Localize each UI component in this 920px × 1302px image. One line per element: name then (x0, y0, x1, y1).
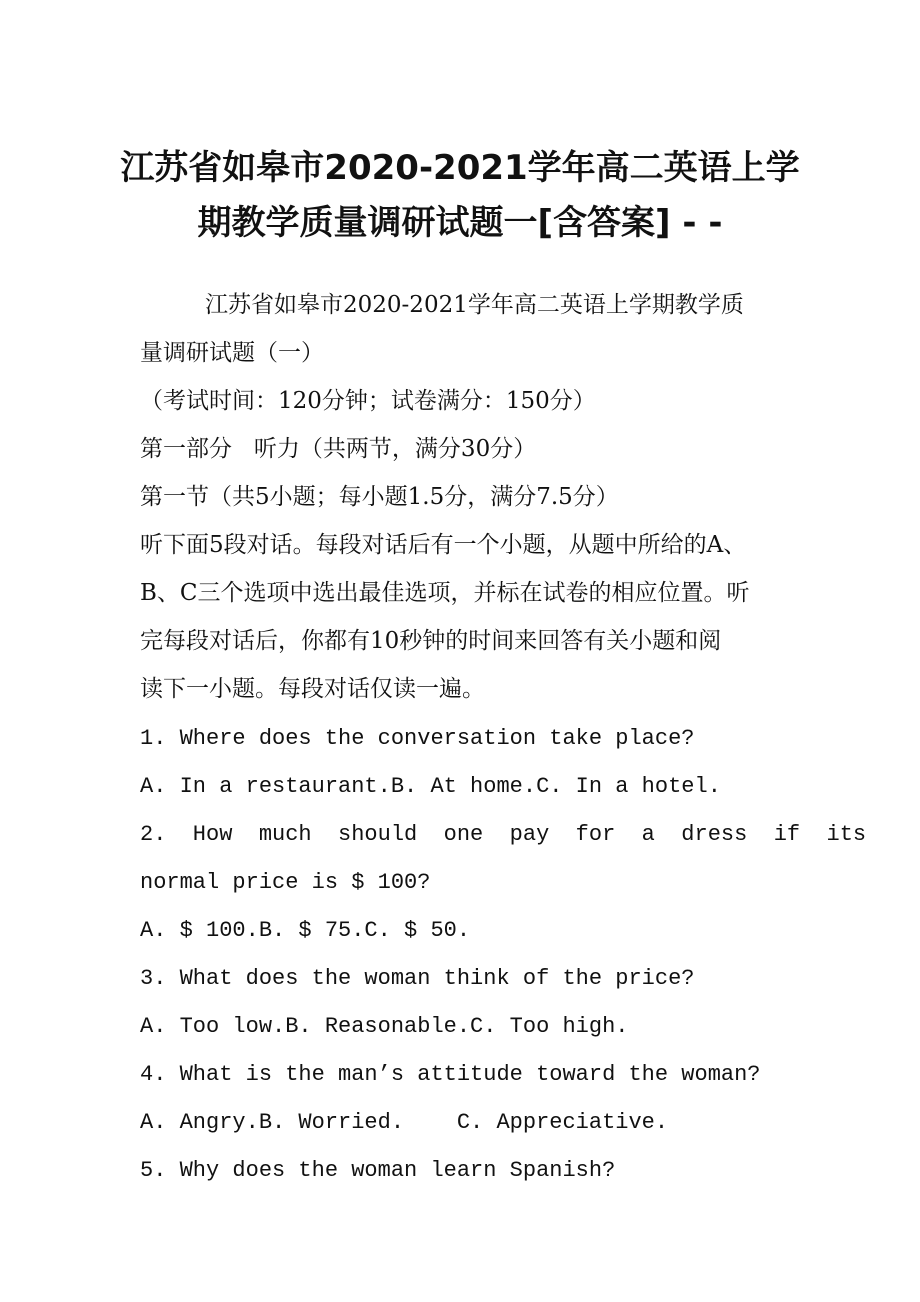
question-1: 1. Where does the conversation take place? (140, 726, 695, 751)
document-title-line-1: 江苏省如皋市2020-2021学年高二英语上学 (120, 148, 800, 188)
question-3: 3. What does the woman think of the price? (140, 966, 695, 991)
question-4-options: A. Angry.B. Worried. C. Appreciative. (140, 1110, 669, 1135)
question-5: 5. Why does the woman learn Spanish? (140, 1158, 616, 1183)
question-4: 4. What is the man’s attitude toward the woman? (140, 1062, 761, 1087)
question-1-options: A. In a restaurant.B. At home.C. In a hotel. (140, 774, 721, 799)
instruction-line: 完每段对话后，你都有10秒钟的时间来回答有关小题和阅 (140, 628, 722, 654)
question-3-options: A. Too low.B. Reasonable.C. Too high. (140, 1014, 629, 1039)
exam-info-line: （考试时间：120分钟；试卷满分：150分） (140, 388, 596, 414)
document-title-line-2: 期教学质量调研试题一[含答案] - - (197, 203, 723, 243)
paragraph-line: 量调研试题（一） (140, 340, 324, 366)
subsection-heading: 第一节（共5小题；每小题1.5分，满分7.5分） (140, 484, 619, 510)
question-2: 2. How much should one pay for a dress if its (140, 822, 867, 847)
question-2-continued: normal price is $ 100? (140, 870, 431, 895)
instruction-line: 听下面5段对话。每段对话后有一个小题，从题中所给的A、 (140, 532, 747, 558)
instruction-line: 读下一小题。每段对话仅读一遍。 (140, 676, 485, 702)
section-heading: 第一部分 听力（共两节，满分30分） (140, 436, 537, 462)
instruction-line: B、C三个选项中选出最佳选项，并标在试卷的相应位置。听 (140, 580, 750, 606)
question-2-options: A. $ 100.B. $ 75.C. $ 50. (140, 918, 471, 943)
paragraph-line: 江苏省如皋市2020-2021学年高二英语上学期教学质 (205, 292, 744, 318)
